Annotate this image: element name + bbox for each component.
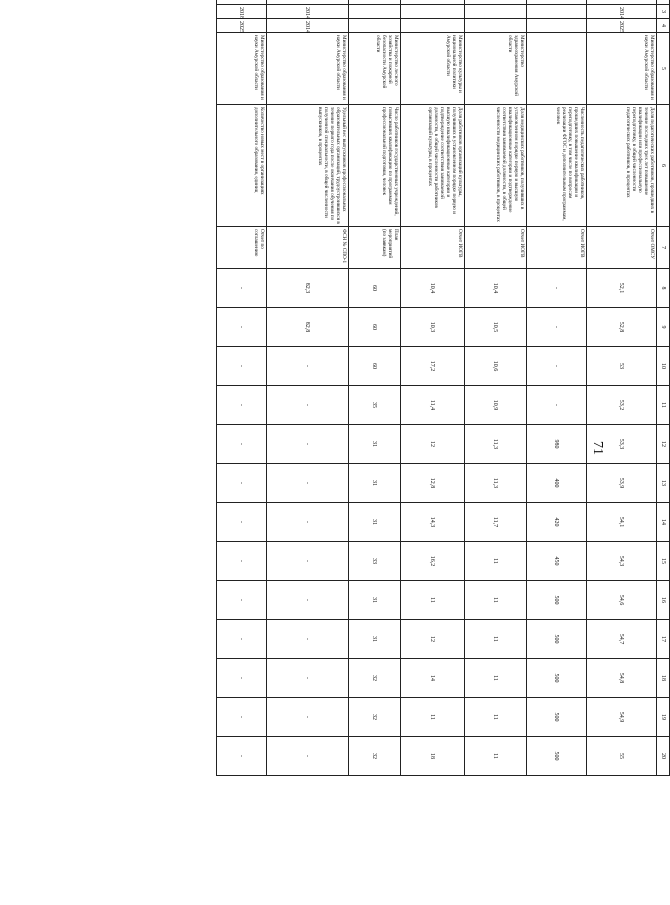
header-cell: 18	[657, 659, 670, 698]
header-row	[657, 0, 670, 776]
value-cell: 500	[527, 620, 587, 659]
value-cell: 420	[527, 503, 587, 542]
value-cell: 14,3	[401, 503, 465, 542]
start-year	[401, 5, 465, 19]
value-cell: 11,4	[401, 386, 465, 425]
value-cell: -	[267, 347, 349, 386]
value-cell: 31	[349, 620, 401, 659]
value-cell: 980	[527, 425, 587, 464]
header-cell: 16	[657, 581, 670, 620]
value-cell: 60	[349, 308, 401, 347]
value-cell: 500	[527, 737, 587, 776]
value-cell: -	[217, 659, 267, 698]
value-cell: 11	[465, 581, 527, 620]
value-cell: 52,8	[587, 308, 657, 347]
value-cell: 17,2	[401, 347, 465, 386]
value-cell: -	[217, 425, 267, 464]
value-cell: 11	[401, 581, 465, 620]
executor: Министерство культуры и национальной политики Амурской области	[401, 33, 465, 105]
value-cell: 53,2	[587, 386, 657, 425]
value-cell: -	[267, 737, 349, 776]
value-cell: 54,8	[587, 659, 657, 698]
value-cell: -	[267, 464, 349, 503]
start-year: 2018	[217, 5, 267, 19]
value-cell: 53,9	[587, 464, 657, 503]
value-cell: 10,5	[465, 308, 527, 347]
value-cell: 16,2	[401, 542, 465, 581]
header-cell: 8	[657, 269, 670, 308]
table-row	[217, 0, 267, 776]
value-cell: -	[267, 659, 349, 698]
value-cell: 12,8	[401, 464, 465, 503]
value-cell: -	[217, 347, 267, 386]
value-cell: 11	[465, 620, 527, 659]
table-row	[465, 0, 527, 776]
value-cell: 11	[401, 698, 465, 737]
header-cell: 12	[657, 425, 670, 464]
header-cell: 3	[657, 5, 670, 19]
header-cell: 9	[657, 308, 670, 347]
value-cell: 31	[349, 581, 401, 620]
start-year: 2014	[267, 5, 349, 19]
indicator-name: Доля работников организаций культуры, получивших в установленном порядке первую и высшую квалификационные категории и подтверждение соответствия занимаемой должности, в общей численности работников организаций культуры, в процентах	[401, 105, 465, 227]
value-cell: 35	[349, 386, 401, 425]
end-year	[401, 19, 465, 33]
value-cell: 54,7	[587, 620, 657, 659]
table-row	[401, 0, 465, 776]
value-cell: 10,4	[401, 269, 465, 308]
end-year: 2025	[217, 19, 267, 33]
end-year: 2025	[587, 19, 657, 33]
value-cell: 450	[527, 542, 587, 581]
value-cell: 12	[401, 425, 465, 464]
indicator-name: Удельный вес выпускников профессиональных образовательных организаций, трудоустроившихся в течение первого года после окончания обучения по полученной специальности, в общей численности выпускников, в процентах	[267, 105, 349, 227]
value-cell: 11,3	[465, 425, 527, 464]
value-cell: -	[217, 737, 267, 776]
value-cell: -	[217, 386, 267, 425]
value-cell: -	[267, 425, 349, 464]
header-cell: 19	[657, 698, 670, 737]
value-cell: -	[267, 620, 349, 659]
value-cell: -	[217, 464, 267, 503]
value-cell: -	[217, 269, 267, 308]
table-row	[527, 0, 587, 776]
value-cell: 53,3	[587, 425, 657, 464]
data-source: План мероприятий (по заявкам)	[349, 227, 401, 269]
indicator-name: Доля медицинских работников, получивших в установленном порядке первую и высшую квалификационные категории и подтверждение соответствия занимаемой должности, в общей численности медицинских работников, в процентах	[465, 105, 527, 227]
value-cell: 32	[349, 737, 401, 776]
value-cell: -	[527, 269, 587, 308]
end-year	[465, 19, 527, 33]
value-cell: 10,4	[465, 269, 527, 308]
document-table-rotated	[125, 0, 670, 775]
value-cell: 32	[349, 698, 401, 737]
start-year	[465, 5, 527, 19]
value-cell: -	[217, 308, 267, 347]
indicator-name: Число работников государственных учреждений, повысивших квалификацию по программам профессиональной подготовки, человек	[349, 105, 401, 227]
data-source: Отчет ИОГВ	[401, 227, 465, 269]
value-cell: -	[217, 581, 267, 620]
value-cell: -	[267, 542, 349, 581]
value-cell: 33	[349, 542, 401, 581]
header-cell: 6	[657, 105, 670, 227]
value-cell: 31	[349, 425, 401, 464]
value-cell: 11,3	[465, 464, 527, 503]
header-cell: 10	[657, 347, 670, 386]
indicators-table	[216, 0, 670, 776]
executor: Министерство образования и науки Амурской области	[267, 33, 349, 105]
data-source: Отчет ИОГВ	[527, 227, 587, 269]
header-cell: 7	[657, 227, 670, 269]
header-cell: 15	[657, 542, 670, 581]
value-cell: -	[267, 698, 349, 737]
indicator-name: Численность педагогических работников, прошедших повышение квалификации и переподготовку, в том числе по вопросам реализации ФГОС и дополнительным программам, человек	[527, 105, 587, 227]
indicator-name: Доля педагогических работников, прошедших в течение последних трех лет повышение квалификации или профессиональную переподготовку, в общей численности педагогических работников, в процентах	[587, 105, 657, 227]
value-cell: 11	[465, 737, 527, 776]
header-cell: 20	[657, 737, 670, 776]
value-cell: 500	[527, 659, 587, 698]
header-cell: 14	[657, 503, 670, 542]
value-cell: 31	[349, 464, 401, 503]
table-row	[349, 0, 401, 776]
value-cell: 55	[587, 737, 657, 776]
table-row	[587, 0, 657, 776]
value-cell: 11	[465, 542, 527, 581]
header-cell: 11	[657, 386, 670, 425]
value-cell: 500	[527, 581, 587, 620]
data-source: Отчет ИОГВ	[465, 227, 527, 269]
value-cell: -	[267, 386, 349, 425]
value-cell: 10,3	[401, 308, 465, 347]
header-cell: 13	[657, 464, 670, 503]
data-source: ФСН № СПО-1	[267, 227, 349, 269]
value-cell: 10,6	[465, 347, 527, 386]
value-cell: 53	[587, 347, 657, 386]
value-cell: -	[527, 347, 587, 386]
header-cell: 17	[657, 620, 670, 659]
header-cell: 5	[657, 33, 670, 105]
value-cell: -	[267, 581, 349, 620]
value-cell: 500	[527, 698, 587, 737]
value-cell: 10,9	[465, 386, 527, 425]
value-cell: 82,3	[267, 269, 349, 308]
value-cell: 400	[527, 464, 587, 503]
data-source: Отчет по соглашению	[217, 227, 267, 269]
value-cell: 54,1	[587, 503, 657, 542]
value-cell: 60	[349, 269, 401, 308]
value-cell: 82,8	[267, 308, 349, 347]
value-cell: 32	[349, 659, 401, 698]
executor: Министерство лесного хозяйства и пожарной безопасности Амурской области	[349, 33, 401, 105]
executor	[527, 33, 587, 105]
value-cell: -	[527, 386, 587, 425]
value-cell: -	[217, 620, 267, 659]
value-cell: 11	[465, 659, 527, 698]
value-cell: 54,9	[587, 698, 657, 737]
value-cell: -	[267, 503, 349, 542]
value-cell: 54,3	[587, 542, 657, 581]
end-year	[527, 19, 587, 33]
end-year	[349, 19, 401, 33]
value-cell: 14	[401, 659, 465, 698]
start-year	[527, 5, 587, 19]
value-cell: 52,1	[587, 269, 657, 308]
table-row	[267, 0, 349, 776]
value-cell: 11	[465, 698, 527, 737]
value-cell: -	[217, 698, 267, 737]
value-cell: -	[217, 542, 267, 581]
value-cell: 54,6	[587, 581, 657, 620]
executor: Министерство образования и науки Амурской области	[217, 33, 267, 105]
indicator-name: Количество новых мест в организациях дополнительного образования, единиц	[217, 105, 267, 227]
executor: Министерство образования и науки Амурской области	[587, 33, 657, 105]
data-source: Отчет ОМСУ	[587, 227, 657, 269]
executor: Министерство здравоохранения Амурской области	[465, 33, 527, 105]
start-year: 2014	[587, 5, 657, 19]
start-year	[349, 5, 401, 19]
value-cell: -	[217, 503, 267, 542]
end-year: 2014	[267, 19, 349, 33]
value-cell: 11,7	[465, 503, 527, 542]
header-cell: 4	[657, 19, 670, 33]
value-cell: 12	[401, 620, 465, 659]
value-cell: 18	[401, 737, 465, 776]
value-cell: 31	[349, 503, 401, 542]
page-number: 71	[590, 441, 605, 455]
value-cell: 60	[349, 347, 401, 386]
value-cell: -	[527, 308, 587, 347]
